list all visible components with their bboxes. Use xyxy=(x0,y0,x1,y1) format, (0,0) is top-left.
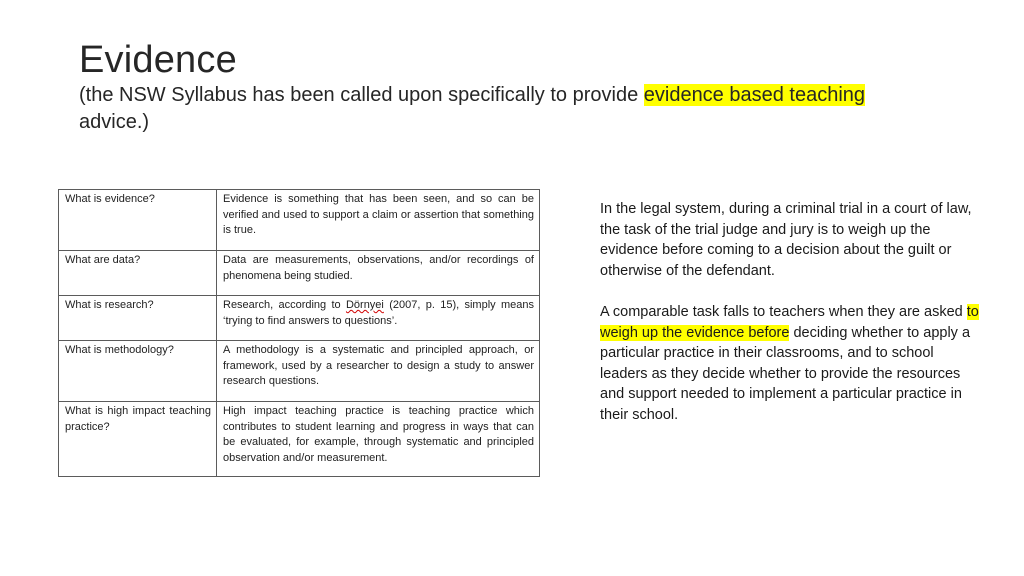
answer-text: Research, according to xyxy=(223,299,346,311)
question-cell: What are data? xyxy=(59,251,217,296)
table-row xyxy=(59,341,540,402)
definitions-table xyxy=(58,189,540,477)
table-row xyxy=(59,190,540,251)
side-paragraph-teachers xyxy=(600,302,980,425)
subtitle-highlight: evidence based teaching xyxy=(643,84,866,106)
question-cell: What is high impact teaching practice? xyxy=(59,402,217,477)
side-paragraph-legal: In the legal system, during a criminal trial in a court of law, the task of the trial judge and jury is to weigh up the evidence before coming to a decision about the guilt or otherwise of the defendant. xyxy=(600,201,972,279)
question-cell: What is research? xyxy=(59,296,217,341)
subtitle-text: (the NSW Syllabus has been called upon specifically to provide xyxy=(79,84,644,106)
side-text xyxy=(600,199,980,446)
answer-cell: High impact teaching practice is teaching practice which contributes to student learning and progress in ways that can be evaluated, for example, through systematic and principled observation and/or measurement. xyxy=(217,402,540,477)
paragraph-highlight: to weigh up the evidence before xyxy=(600,304,979,341)
answer-cell: Data are measurements, observations, and/or recordings of phenomena being studied. xyxy=(217,251,540,296)
answer-cell: A methodology is a systematic and principled approach, or framework, used by a researcher to design a study to answer research questions. xyxy=(217,341,540,402)
slide-title: Evidence xyxy=(79,39,237,81)
subtitle-end: advice.) xyxy=(79,111,150,133)
table-row xyxy=(59,402,540,477)
author-name: Dörnyei xyxy=(345,299,384,311)
answer-text: (2007, p. 15), simply means ‘trying to find answers to questions’. xyxy=(223,299,534,327)
question-cell: What is evidence? xyxy=(59,190,217,251)
answer-cell: Evidence is something that has been seen, and so can be verified and used to support a claim or assertion that something is true. xyxy=(217,190,540,251)
question-cell: What is methodology? xyxy=(59,341,217,402)
answer-cell xyxy=(217,296,540,341)
slide-subtitle xyxy=(79,82,929,136)
table-row xyxy=(59,296,540,341)
paragraph-text: deciding whether to apply a particular practice in their classrooms, and to school leaders as they decide whether to provide the resources and support needed to implement a particular practice in their school. xyxy=(600,324,971,423)
table-row xyxy=(59,251,540,296)
paragraph-text: A comparable task falls to teachers when they are asked xyxy=(600,304,967,320)
